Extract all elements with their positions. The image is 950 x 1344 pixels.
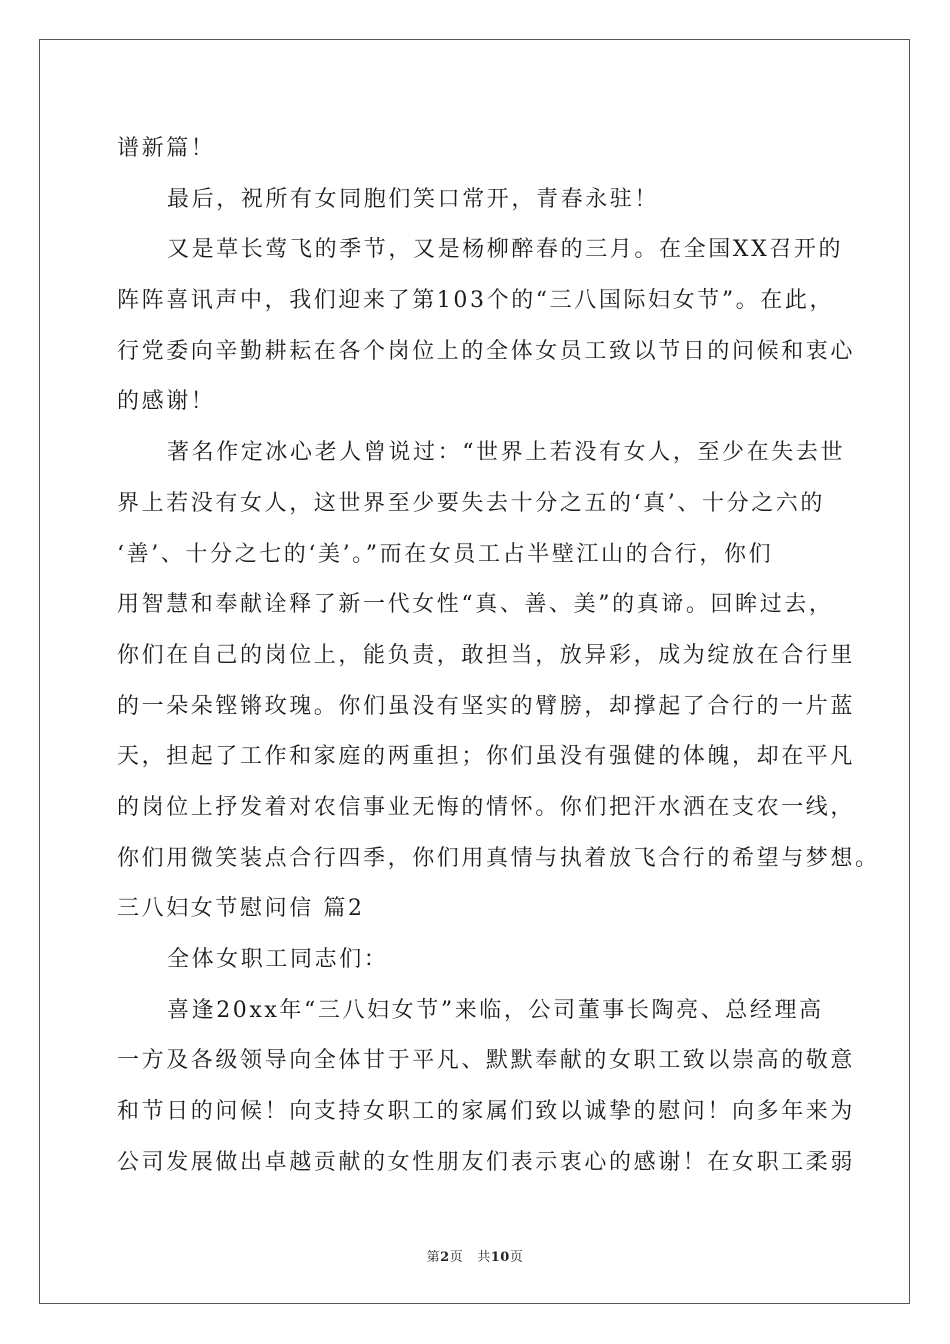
page-prefix: 第 bbox=[426, 1250, 441, 1265]
text-line: 的感谢！ bbox=[117, 389, 216, 415]
text-line: 你们在自己的岗位上，能负责，敢担当，放异彩，成为绽放在合行里 bbox=[117, 642, 856, 668]
text-line: 谱新篇！ bbox=[117, 136, 216, 161]
text-line: ‘善’、十分之七的‘美’。”而在女员工占半壁江山的合行，你们 bbox=[117, 541, 774, 567]
text-line: 阵阵喜讯声中，我们迎来了第103个的“三八国际妇女节”。在此， bbox=[117, 288, 835, 314]
page-footer bbox=[0, 1246, 950, 1265]
text-line: 最后，祝所有女同胞们笑口常开，青春永驻！ bbox=[167, 186, 660, 212]
text-line: 行党委向辛勤耕耘在各个岗位上的全体女员工致以节日的问候和衷心 bbox=[117, 338, 856, 364]
total-prefix: 共 bbox=[477, 1250, 491, 1265]
text-line: 又是草长莺飞的季节，又是杨柳醉春的三月。在全国XX召开的 bbox=[167, 237, 844, 263]
text-line: 的岗位上抒发着对农信事业无悔的情怀。你们把汗水洒在支农一线， bbox=[117, 794, 856, 820]
document-body bbox=[117, 124, 880, 1188]
text-line: 你们用微笑装点合行四季，你们用真情与执着放飞合行的希望与梦想。 bbox=[117, 845, 880, 871]
text-line: 天，担起了工作和家庭的两重担；你们虽没有强健的体魄，却在平凡 bbox=[117, 744, 856, 770]
text-line: 界上若没有女人，这世界至少要失去十分之五的‘真’、十分之六的 bbox=[117, 490, 825, 516]
text-line: 用智慧和奉献诠释了新一代女性“真、善、美”的真谛。回眸过去， bbox=[117, 592, 834, 618]
text-line: 和节日的问候！向支持女职工的家属们致以诚挚的慰问！向多年来为 bbox=[117, 1099, 856, 1125]
text-line: 公司发展做出卓越贡献的女性朋友们表示衷心的感谢！在女职工柔弱 bbox=[117, 1149, 856, 1175]
page-current: 2 bbox=[440, 1250, 450, 1265]
page-suffix: 页 bbox=[449, 1250, 464, 1265]
total-suffix: 页 bbox=[509, 1250, 524, 1265]
section-heading: 三八妇女节慰问信 篇2 bbox=[117, 896, 365, 922]
text-line: 的一朵朵铿锵玫瑰。你们虽没有坚实的臂膀，却撑起了合行的一片蓝 bbox=[117, 693, 856, 719]
text-line: 喜逢20xx年“三八妇女节”来临，公司董事长陶亮、总经理高 bbox=[167, 997, 824, 1023]
page-total: 10 bbox=[490, 1250, 510, 1265]
salutation: 全体女职工同志们： bbox=[167, 947, 389, 972]
text-line: 著名作定冰心老人曾说过：“世界上若没有女人，至少在失去世 bbox=[167, 440, 846, 466]
text-line: 一方及各级领导向全体甘于平凡、默默奉献的女职工致以崇高的敬意 bbox=[117, 1048, 856, 1074]
